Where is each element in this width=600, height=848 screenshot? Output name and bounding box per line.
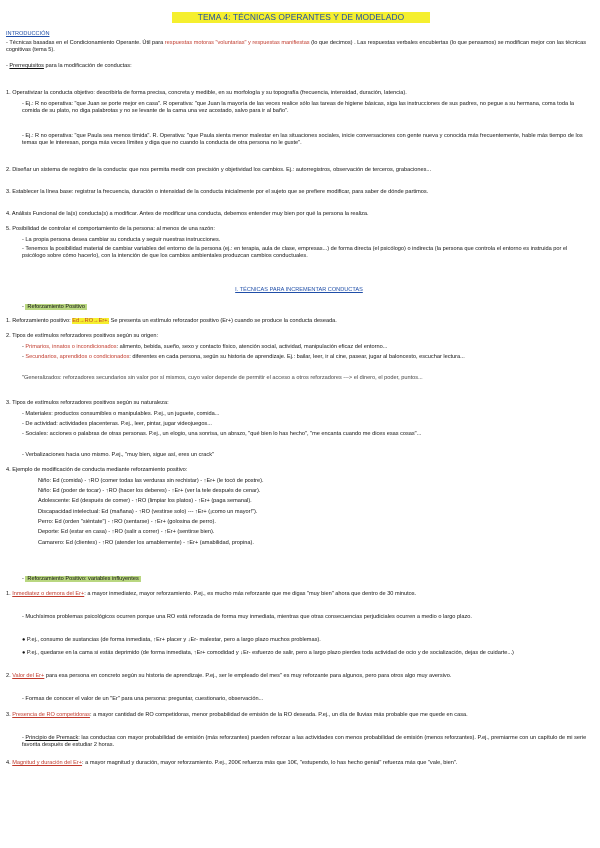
example-item: Perro: Ed (orden "siéntate") - ↑RO (sentarse) - ↑Er+ (golosina de perro). bbox=[38, 519, 216, 525]
example-item: Niño: Ed (poder de tocar) - ↑RO (hacer los deberes) - ↑Er+ (ver la tele después de cenar). bbox=[38, 488, 261, 494]
prereq-5: 5. Posibilidad de controlar el comportamiento de la persona: al menos de una razón: bbox=[6, 226, 215, 232]
immediacy-example-2: ● P.ej., quedarse en la cama si estás deprimido (de forma inmediata, ↑Er+ comodidad y ↓Er- esfuerzo de salir, pero a largo plazo pierdes toda actividad de ocio y de socialización, dejas de cuidarte...) bbox=[22, 650, 514, 656]
nature-types-title: 3. Tipos de estímulos reforzadores positivos según su naturaleza: bbox=[6, 400, 169, 406]
prereq-5-item-1: - La propia persona desea cambiar su conducta y seguir nuestras instrucciones. bbox=[22, 237, 221, 243]
origin-types-title: 2. Tipos de estímulos reforzadores positivos según su origen: bbox=[6, 333, 159, 339]
prereq-3: 3. Establecer la línea base: registrar la frecuencia, duración o intensidad de la conducta inicialmente por el sujeto que se prefiere modificar, para saber de dónde partimos. bbox=[6, 189, 429, 195]
example-title: 4. Ejemplo de modificación de conducta mediante reforzamiento positivo: bbox=[6, 467, 188, 473]
variable-immediacy: 1. Inmediatez o demora del Er+: a mayor inmediatez, mayor reforzamiento. P.ej., es mucho más reforzante que me digas "muy bien" ahora que dentro de 30 minutos. bbox=[6, 591, 417, 597]
variable-value: 2. Valor del Er+ para esa persona en concreto según su historia de aprendizaje. P.ej., ser le empleado del mes" es muy reforzante para algunos, pero para otros algo muy aversivo. bbox=[6, 673, 452, 679]
value-note: - Formas de conocer el valor de un "Er" para una persona: preguntar, cuestionario, observación... bbox=[22, 696, 264, 702]
prereq-1: 1. Operativizar la conducta objetivo: describirla de forma precisa, concreta y medible, en su morfología y su topografía (frecuencia, intensidad, duración, latencia). bbox=[6, 90, 407, 96]
prereq-2: 2. Diseñar un sistema de registro de la conducta: que nos permita medir con precisión y objetividad los cambios. Ej.: autorregistros, observación de terceros, grabaciones... bbox=[6, 167, 432, 173]
origin-type-secondary: - Secundarios, aprendidos o condicionados: diferentes en cada persona, según su historia de aprendizaje. Ej.: bailar, leer, ir al cine, pasear, jugar al baloncesto, escuchar lectura... bbox=[22, 354, 465, 360]
example-item: Niño: Ed (comida) - ↑RO (comer todas las verduras sin rechistar) - ↑Er+ (le tocó de postre). bbox=[38, 478, 264, 484]
refuerzo-definition: 1. Reforzamiento positivo: Ed→RO→Er+. Se presenta un estímulo reforzador positivo (Er+) cuando se produce la conducta deseada. bbox=[6, 318, 337, 324]
section-heading: I. TÉCNICAS PARA INCREMENTAR CONDUCTAS bbox=[235, 287, 363, 293]
example-item: Discapacidad intelectual: Ed (mañana) - ↑RO (vestirse solo) --- ↑Er+ (¡como un mayor!"). bbox=[38, 509, 258, 515]
nature-type-material: - Materiales: productos consumibles o manipulables. P.ej., un juguete, comida... bbox=[22, 411, 220, 417]
prereq-4: 4. Análisis Funcional de la(s) conducta(s) a modificar. Antes de modificar una conducta, debemos entender muy bien por qué la persona la realiza. bbox=[6, 211, 369, 217]
intro-paragraph-2: - Prerrequisitos para la modificación de conductas: bbox=[6, 63, 132, 69]
prereq-1-example-1: - Ej.: R no operativa: "que Juan se porte mejor en casa". R operativa: "que Juan la mayoría de las veces realice sólo las tareas de higiene básicas, siga las instrucciones de sus padres, no pegue a su hermana, coma toda la comida de su plato, no diga palabrotas y no se levante de la cama una vez acostado, salvo para ir al baño". bbox=[22, 101, 574, 115]
prereq-5-item-2: - Tenemos la posibilidad material de cambiar variables del entorno de la persona (ej.: en terapia, aula de clase, empresas...) de forma directa (el psicólogo) o indirecta (la persona que controla el entorno es instruida por el psicólogo sobre cómo hacerlo), con la intención de que los cambios ambientales produzcan cambios conductuales. bbox=[22, 246, 568, 260]
variables-heading: - Reforzamiento Positivo: variables influyentes bbox=[22, 576, 139, 582]
generalized-note: "Generalizados: reforzadores secundarios sin valor por sí mismos, cuyo valor depende de permitir el acceso a otros reforzadores ---> el dinero, el poder, puntos... bbox=[22, 375, 423, 381]
immediacy-note: - Muchísimos problemas psicológicos ocurren porque una RO está reforzada de forma muy inmediata, mientras que otras consecuencias perjudiciales ocurren a medio o largo plazo. bbox=[22, 614, 472, 620]
example-item: Adolescente: Ed (después de comer) - ↑RO (limpiar los platos) - ↑Er+ (paga semanal). bbox=[38, 498, 252, 504]
immediacy-example-1: ● P.ej., consumo de sustancias (de forma inmediata, ↑Er+ placer y ↓Er- malestar, pero a largo plazo muchos problemas). bbox=[22, 637, 321, 643]
page-title: TEMA 4: TÉCNICAS OPERANTES Y DE MODELADO bbox=[172, 12, 430, 23]
variable-magnitude: 4. Magnitud y duración del Er+: a mayor magnitud y duración, mayor reforzamiento. P.ej., 200€ refuerza más que 10€, "estupendo, lo has hecho genial" refuerza más que "vale, bien". bbox=[6, 760, 458, 766]
example-item: Camarero: Ed (clientes) - ↑RO (atender los amablemente) - ↑Er+ (amabilidad, propina). bbox=[38, 540, 254, 546]
example-item: Deporte: Ed (estar en casa) - ↑RO (salir a correr) - ↑Er+ (sentirse bien). bbox=[38, 529, 215, 535]
nature-type-social: - Sociales: acciones o palabras de otras personas. P.ej., un elogio, una sonrisa, un abrazo, "qué bien lo has hecho", "me encanta cuando me dices esas cosas"... bbox=[22, 431, 422, 437]
intro-heading: INTRODUCCIÓN bbox=[6, 31, 50, 37]
premack-principle: - Principio de Premack: las conductas con mayor probabilidad de emisión (más reforzantes) pueden reforzar a las actividades con menos probabilidad de emisión (menos reforzantes). P.ej., premiarme con un capítulo de mi serie favorita después de estudiar 2 horas. bbox=[22, 735, 587, 749]
nature-type-activity: - De actividad: actividades placenteras. P.ej., leer, pintar, jugar videojuegos... bbox=[22, 421, 212, 427]
nature-type-verbal: - Verbalizaciones hacia uno mismo. P.ej., "muy bien, sigue así, eres un crack" bbox=[22, 452, 214, 458]
variable-competing: 3. Presencia de RO competidoras: a mayor cantidad de RO competidoras, menor probabilidad de emisión de la RO deseada. P.ej., un día de lluvias más probable que me quede en casa. bbox=[6, 712, 468, 718]
intro-paragraph-1: - Técnicas basadas en el Condicionamiento Operante. Útil para respuestas motoras "voluntarias" y respuestas manifiestas (lo que decimos) . Las respuestas verbales encubiertas (lo que pensamos) se modifican mejor con las técnicas cognitivas (tema 5). bbox=[6, 40, 587, 54]
prereq-1-example-2: - Ej.: R no operativa: "que Paula sea menos tímida". R. Operativa: "que Paula sienta menor malestar en las situaciones sociales, inicie conversaciones con gente nueva y conocida más frecuentemente, hable más tiempo de los temas que le interesan, ponga más veces límites y diga que no cuando la conducta de otra persona no le guste". bbox=[22, 133, 583, 147]
origin-type-primary: - Primarios, innatos o incondicionados: alimento, bebida, sueño, sexo y contacto físico, atención social, actividad, manipulación eficaz del entorno... bbox=[22, 344, 388, 350]
refuerzo-heading: - Reforzamiento Positivo bbox=[22, 304, 85, 310]
